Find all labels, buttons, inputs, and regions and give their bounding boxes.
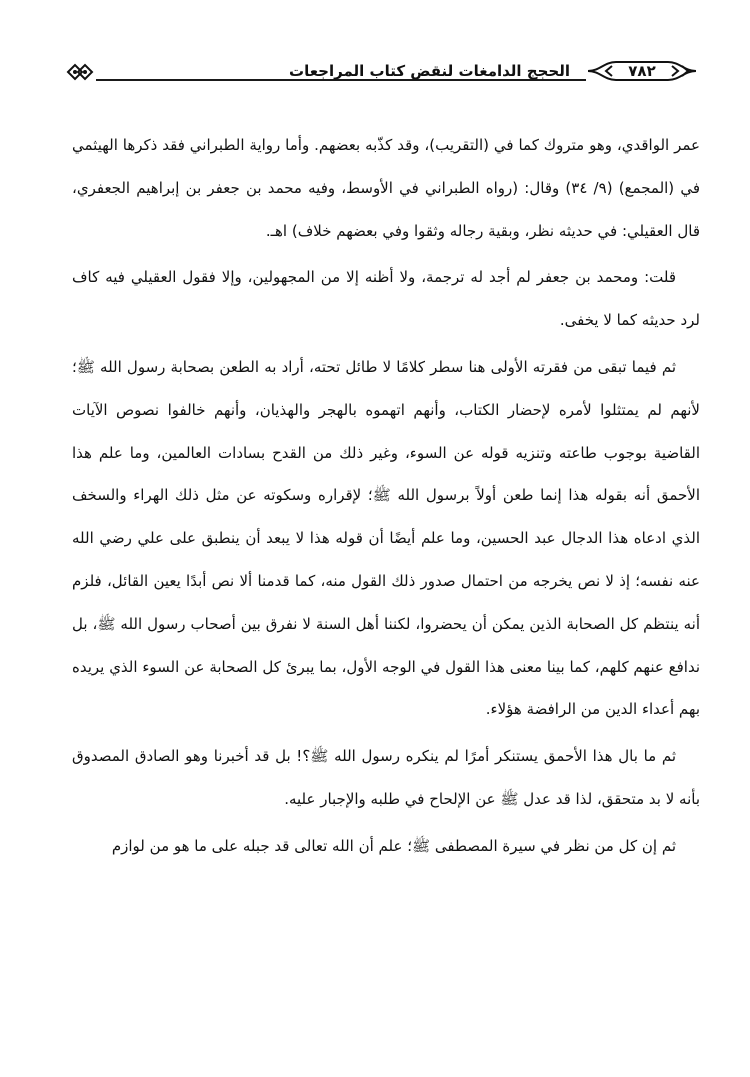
ornament-icon <box>66 62 94 82</box>
page-number-badge <box>586 58 698 84</box>
paragraph: قلت: ومحمد بن جعفر لم أجد له ترجمة، ولا أظنه إلا من المجهولين، وإلا فقول العقيلي فيه كاف لرد حديثه كما لا يخفى. <box>72 268 700 330</box>
paragraph: ثم ما بال هذا الأحمق يستنكر أمرًا لم ينكره رسول الله ﷺ؟! بل قد أخبرنا وهو الصادق المصدوق بأنه لا بد متحقق، لذا قد عدل ﷺ عن الإلحاح في طلبه والإجبار عليه. <box>72 747 700 808</box>
book-title: الحجج الدامغات لنقض كتاب المراجعات <box>289 62 570 80</box>
paragraph: عمر الواقدي، وهو متروك كما في (التقريب)، وقد كذّبه بعضهم. وأما رواية الطبراني فقد ذكرها الهيثمي في (المجمع) (٩/ ٣٤) وقال: (رواه الطبراني في الأوسط، وفيه محمد بن جعفر بن إبراهيم الجعفري، قال العقيلي: في حديثه نظر، وبقية رجاله وثقوا وفي بعضهم خلاف) اهـ. <box>72 136 701 240</box>
paragraph: ثم فيما تبقى من فقرته الأولى هنا سطر كلامًا لا طائل تحته، أراد به الطعن بصحابة رسول الله ﷺ؛ لأنهم لم يمتثلوا لأمره لإحضار الكتاب، وأنهم اتهموه بالهجر والهذيان، وأنهم خالفوا نصوص الآيات القاضية بوجوب طاعته وتنزيه قوله عن السوء، وغير ذلك من القدح بسادات العالمين، وما علم هذا الأحمق أنه بقوله هذا إنما طعن أولاً برسول الله ﷺ؛ لإقراره وسكوته عن مثل ذلك الهراء والسخف الذي ادعاه هذا الدجال عبد الحسين، وما علم أيضًا أن قوله هذا لا يبعد أن ينطبق على علي رضي الله عنه نفسه؛ إذ لا نص يخرجه من احتمال صدور ذلك القول منه، كما قدمنا ألا نص أبدًا يعين القائل، فلزم أنه ينتظم كل الصحابة الذين يمكن أن يحضروا، لكننا أهل السنة لا نفرق بين أصحاب رسول الله ﷺ، بل ندافع عنهم كلهم، كما بينا معنى هذا القول في الوجه الأول، بما يبرئ كل الصحابة عن السوء الذي يريده بهم أعداء الدين من الرافضة هؤلاء. <box>72 357 700 719</box>
page-body <box>72 124 700 872</box>
running-header <box>66 52 698 92</box>
paragraph: ثم إن كل من نظر في سيرة المصطفى ﷺ؛ علم أن الله تعالى قد جبله على ما هو من لوازم <box>111 836 676 855</box>
page-number: ٧٨٢ <box>628 62 656 80</box>
